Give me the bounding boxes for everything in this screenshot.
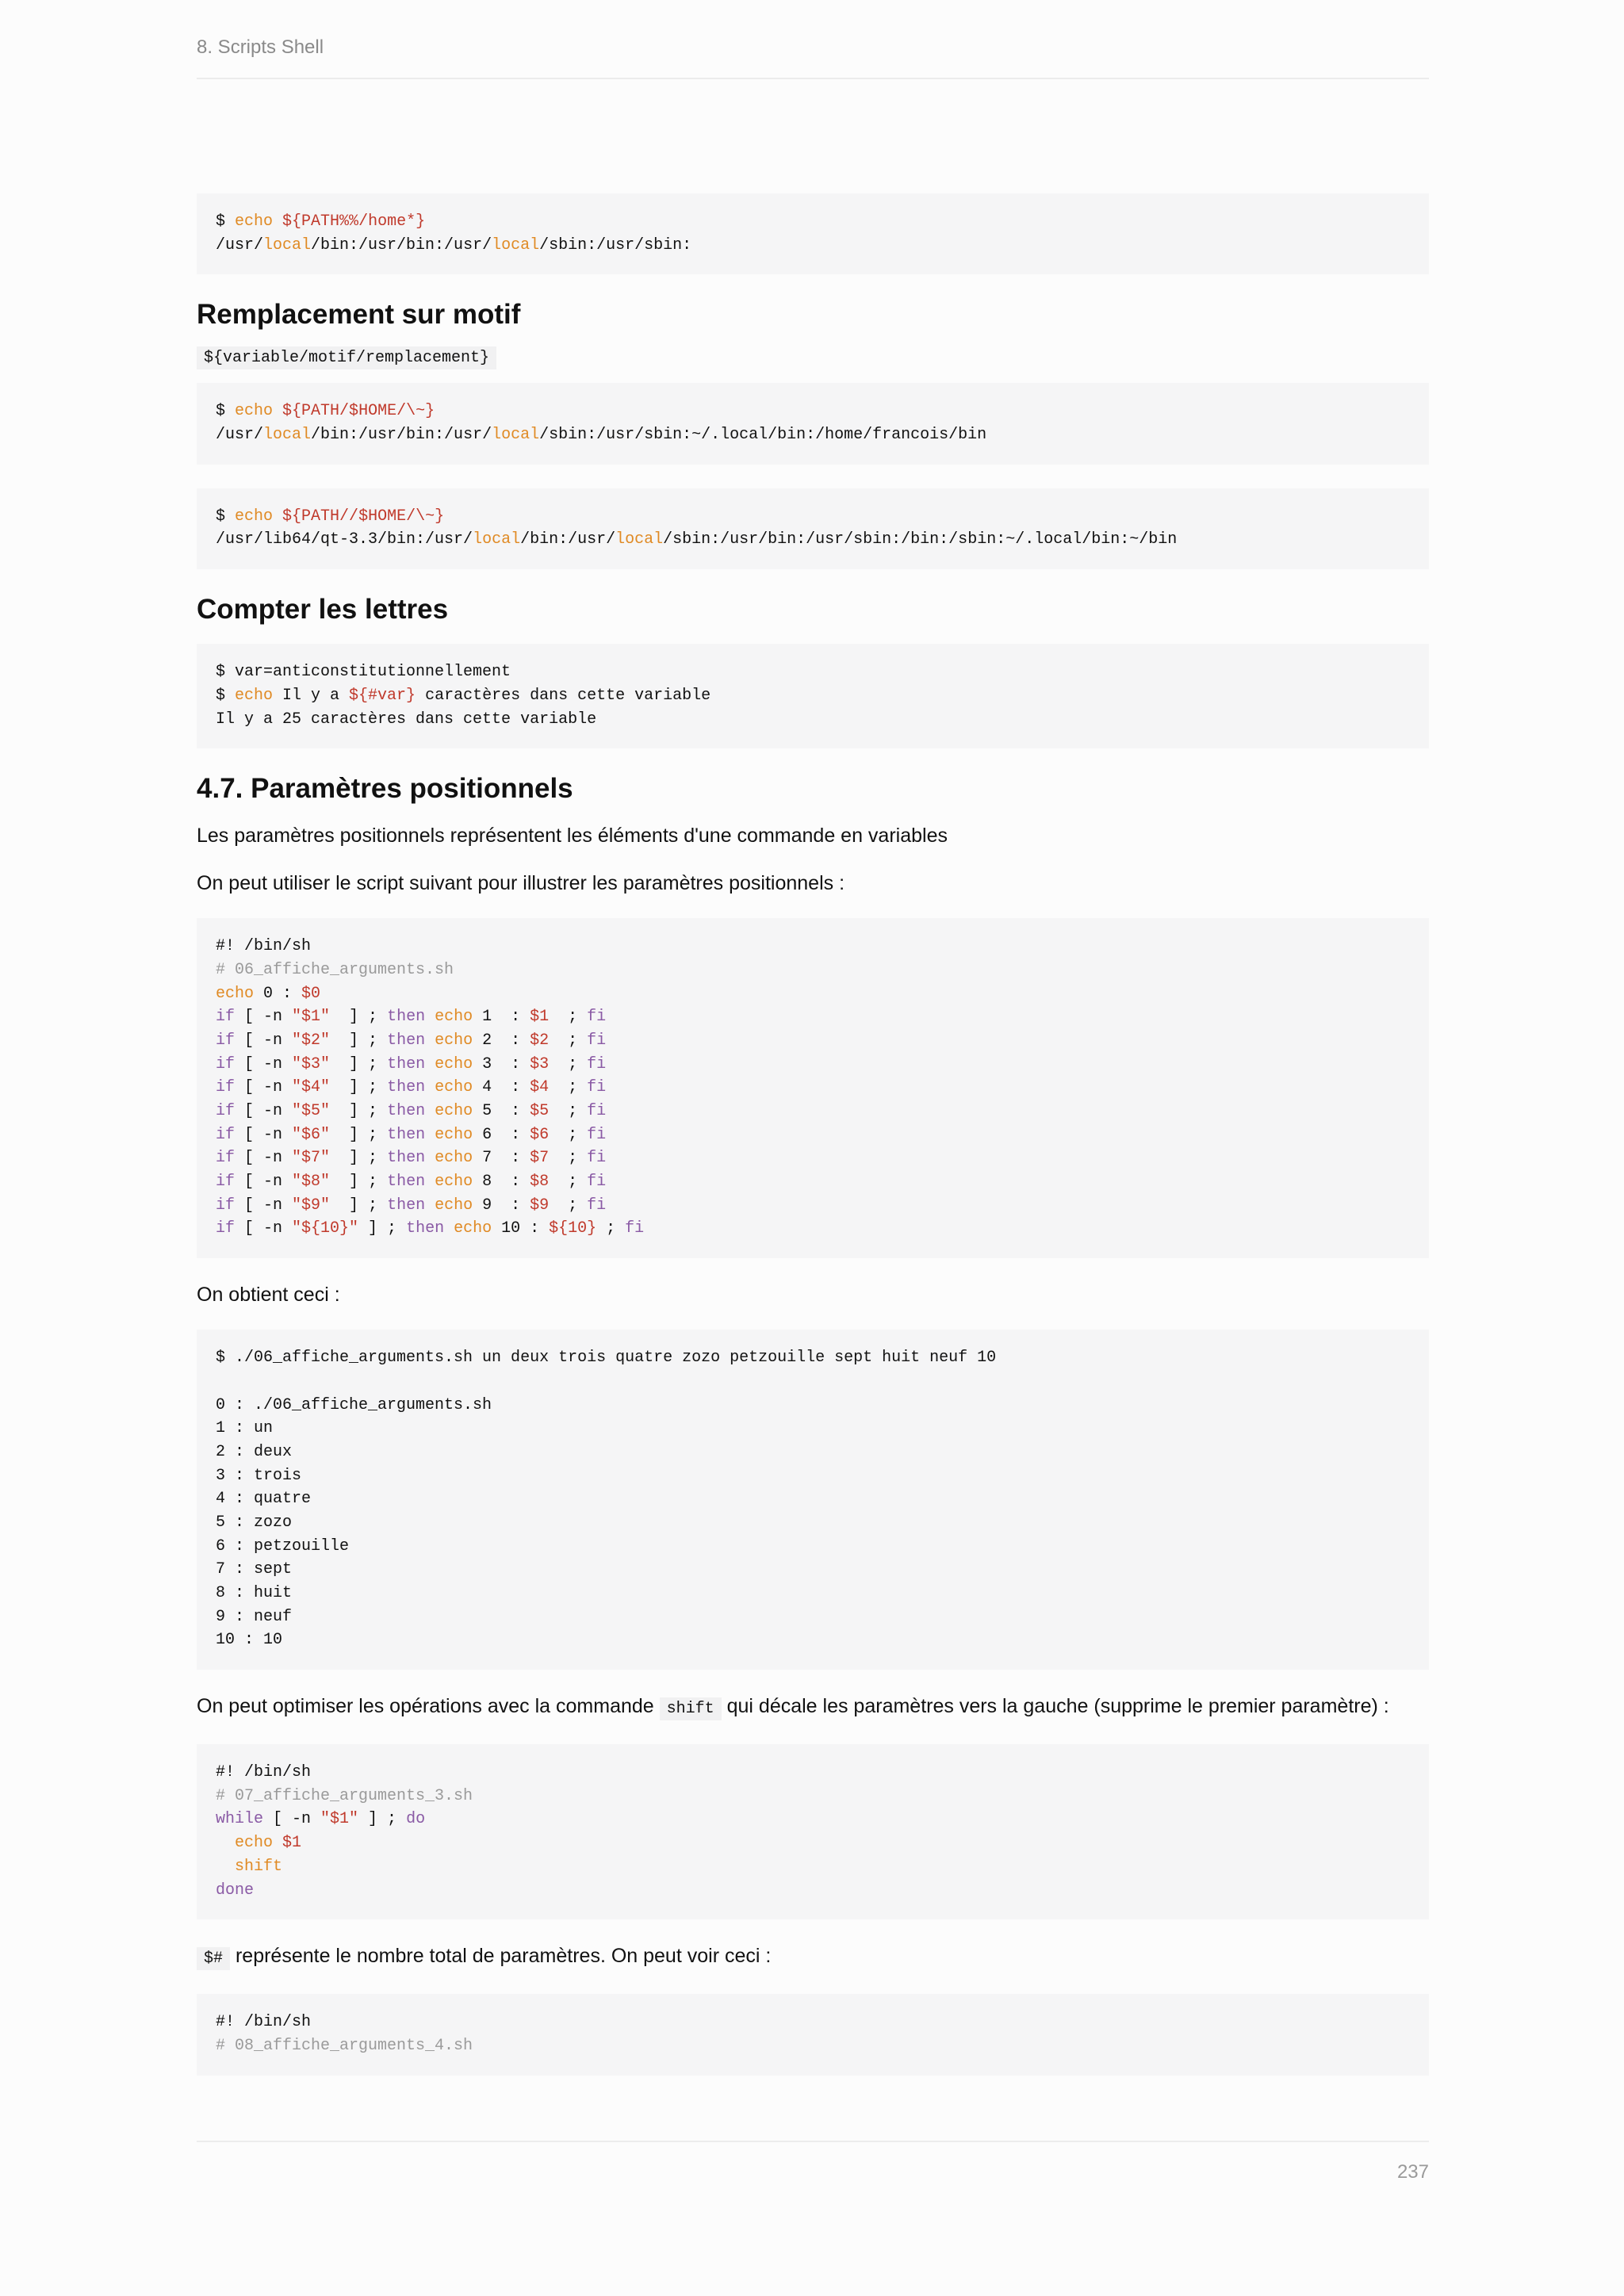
code-token: 9 : neuf xyxy=(216,1607,293,1626)
code-line xyxy=(216,1146,1410,1170)
code-token xyxy=(425,1008,435,1026)
running-header xyxy=(197,36,1429,79)
code-token: local xyxy=(615,530,664,549)
code-token xyxy=(425,1055,435,1073)
code-line xyxy=(216,935,1410,959)
code-token: local xyxy=(473,530,521,549)
code-token: then xyxy=(387,1102,426,1120)
code-token: $ var=anticonstitutionnellement xyxy=(216,663,511,682)
code-line xyxy=(216,1217,1410,1241)
code-token: fi xyxy=(587,1078,607,1097)
code-block xyxy=(197,488,1429,569)
code-token xyxy=(216,1834,235,1852)
code-token: $ xyxy=(216,507,236,526)
code-token: $7 xyxy=(530,1149,550,1168)
code-token: /usr/lib64/qt-3.3/bin:/usr/ xyxy=(216,530,473,549)
code-token: ] ; xyxy=(330,1054,388,1073)
code-line xyxy=(216,1029,1410,1053)
code-token: "${10}" xyxy=(292,1219,359,1238)
code-token: then xyxy=(387,1173,426,1192)
code-line xyxy=(216,708,1410,732)
code-token: $4 xyxy=(530,1078,550,1097)
code-token: ; xyxy=(549,1125,588,1144)
code-token xyxy=(425,1078,435,1096)
code-token: ${PATH/$HOME/\~} xyxy=(282,402,435,421)
code-token: #! /bin/sh xyxy=(216,1763,312,1782)
code-line xyxy=(216,1464,1410,1488)
code-token: ] ; xyxy=(330,1031,388,1050)
code-token: 3 : xyxy=(473,1054,530,1073)
code-token: 4 : xyxy=(473,1078,530,1097)
code-token: /sbin:/usr/sbin: xyxy=(539,235,692,254)
code-token: 7 : sept xyxy=(216,1560,293,1579)
code-token: local xyxy=(492,235,540,254)
code-token: $3 xyxy=(530,1054,550,1073)
code-token: fi xyxy=(587,1125,607,1144)
code-token: $ xyxy=(216,686,236,705)
code-token: 9 : xyxy=(473,1196,530,1215)
code-token: #! /bin/sh xyxy=(216,2013,312,2032)
code-line xyxy=(216,1628,1410,1652)
code-token: 8 : huit xyxy=(216,1584,293,1602)
code-token: ] ; xyxy=(330,1102,388,1120)
code-token: ; xyxy=(549,1149,588,1168)
code-block xyxy=(197,1744,1429,1919)
code-token xyxy=(444,1219,454,1238)
code-token xyxy=(425,1173,435,1191)
code-token xyxy=(425,1196,435,1215)
code-token xyxy=(273,1834,282,1852)
code-token: fi xyxy=(587,1102,607,1120)
code-token: echo xyxy=(435,1008,473,1027)
code-token: if xyxy=(216,1219,236,1238)
code-token: $6 xyxy=(530,1125,550,1144)
code-line xyxy=(216,1441,1410,1464)
code-token: # 08_affiche_arguments_4.sh xyxy=(216,2036,473,2055)
code-token: if xyxy=(216,1054,236,1073)
code-token: $5 xyxy=(530,1102,550,1120)
code-token: ${PATH//$HOME/\~} xyxy=(282,507,445,526)
code-token: fi xyxy=(625,1219,645,1238)
code-token: ; xyxy=(549,1078,588,1097)
code-line xyxy=(216,400,1410,423)
code-token: $ xyxy=(216,212,236,231)
chapter-title: 8. Scripts Shell xyxy=(197,36,324,58)
code-line xyxy=(216,1879,1410,1903)
code-token: [ -n xyxy=(235,1078,293,1097)
code-line xyxy=(216,423,1410,447)
code-token: echo xyxy=(435,1196,473,1215)
code-token: fi xyxy=(587,1054,607,1073)
page-number: 237 xyxy=(1396,2161,1429,2183)
code-block xyxy=(197,383,1429,464)
code-token: $2 xyxy=(530,1031,550,1050)
code-token: then xyxy=(406,1219,445,1238)
code-token: ] ; xyxy=(330,1078,388,1097)
code-token: $1 xyxy=(282,1834,302,1853)
code-token xyxy=(273,402,282,420)
code-token: shift xyxy=(235,1857,283,1876)
code-token: fi xyxy=(587,1031,607,1050)
code-token: echo xyxy=(435,1078,473,1097)
code-token: if xyxy=(216,1031,236,1050)
code-token: 0 : xyxy=(254,984,302,1003)
code-token: if xyxy=(216,1196,236,1215)
code-line xyxy=(216,505,1410,529)
code-block xyxy=(197,644,1429,748)
code-token: echo xyxy=(454,1219,492,1238)
code-token: "$9" xyxy=(292,1196,331,1215)
code-token xyxy=(273,212,282,231)
code-token: 1 : un xyxy=(216,1419,274,1438)
code-token: /bin:/usr/ xyxy=(520,530,616,549)
code-token: ] ; xyxy=(358,1810,407,1829)
code-token: echo xyxy=(235,1834,274,1853)
code-token: then xyxy=(387,1149,426,1168)
paragraph-text: représente le nombre total de paramètres. On peut voir ceci : xyxy=(235,1945,772,1968)
section-heading: Compter les lettres xyxy=(197,594,449,626)
code-token: # 06_affiche_arguments.sh xyxy=(216,960,454,979)
code-token: echo xyxy=(235,402,274,421)
code-token: fi xyxy=(587,1173,607,1192)
code-token: if xyxy=(216,1173,236,1192)
code-token: echo xyxy=(235,507,274,526)
code-token: then xyxy=(387,1125,426,1144)
code-token: echo xyxy=(216,984,255,1003)
code-line xyxy=(216,1487,1410,1511)
code-line xyxy=(216,1558,1410,1582)
paragraph-text: qui décale les paramètres vers la gauche (supprime le premier paramètre) : xyxy=(726,1695,1389,1718)
code-token: 3 : trois xyxy=(216,1466,302,1485)
code-token: /bin:/usr/bin:/usr/ xyxy=(311,426,492,445)
code-line xyxy=(216,1053,1410,1077)
code-token: ${10} xyxy=(549,1219,597,1238)
code-token: 2 : deux xyxy=(216,1442,293,1461)
code-token: [ -n xyxy=(235,1173,293,1192)
code-token: 2 : xyxy=(473,1031,530,1050)
code-line xyxy=(216,234,1410,258)
code-token: [ -n xyxy=(235,1102,293,1120)
code-token: echo xyxy=(235,686,274,705)
code-token: if xyxy=(216,1078,236,1097)
code-token: fi xyxy=(587,1196,607,1215)
code-line xyxy=(216,1370,1410,1394)
code-token: echo xyxy=(435,1173,473,1192)
code-line xyxy=(216,1394,1410,1418)
code-line xyxy=(216,1123,1410,1147)
code-token: [ -n xyxy=(235,1149,293,1168)
code-token: local xyxy=(263,235,312,254)
code-line xyxy=(216,1194,1410,1218)
paragraph xyxy=(197,1943,1429,1972)
code-token: echo xyxy=(435,1149,473,1168)
code-line xyxy=(216,1605,1410,1629)
code-token: Il y a xyxy=(273,686,350,705)
code-token: 10 : 10 xyxy=(216,1631,283,1650)
page-content xyxy=(197,193,1429,2099)
code-token: ] ; xyxy=(330,1149,388,1168)
code-token: "$6" xyxy=(292,1125,331,1144)
code-token: caractères dans cette variable xyxy=(416,686,711,705)
code-token: ] ; xyxy=(330,1173,388,1192)
paragraph: Les paramètres positionnels représentent les éléments d'une commande en variables xyxy=(197,825,948,848)
code-line xyxy=(216,1582,1410,1605)
code-token: "$4" xyxy=(292,1078,331,1097)
code-token: ] ; xyxy=(330,1008,388,1027)
code-token xyxy=(216,1858,235,1876)
code-token: ] ; xyxy=(330,1125,388,1144)
code-token: ] ; xyxy=(358,1219,407,1238)
code-token: "$1" xyxy=(292,1008,331,1027)
code-line xyxy=(216,2011,1410,2034)
code-token xyxy=(425,1126,435,1144)
code-token: echo xyxy=(235,212,274,231)
code-line xyxy=(216,982,1410,1006)
code-block xyxy=(197,1330,1429,1670)
inline-code: $# xyxy=(197,1947,230,1970)
code-token: then xyxy=(387,1031,426,1050)
code-token: 7 : xyxy=(473,1149,530,1168)
code-token: echo xyxy=(435,1102,473,1120)
code-token: /sbin:/usr/bin:/usr/sbin:/bin:/sbin:~/.local/bin:~/bin xyxy=(663,530,1178,549)
code-token: echo xyxy=(435,1054,473,1073)
code-token: [ -n xyxy=(235,1125,293,1144)
inline-code: shift xyxy=(660,1697,722,1720)
code-token: $ xyxy=(216,402,236,421)
code-token: if xyxy=(216,1125,236,1144)
code-line xyxy=(216,1170,1410,1194)
inline-code: ${variable/motif/remplacement} xyxy=(197,346,496,369)
code-token: /sbin:/usr/sbin:~/.local/bin:/home/francois/bin xyxy=(539,426,987,445)
code-token: /usr/ xyxy=(216,235,264,254)
code-token: ] ; xyxy=(330,1196,388,1215)
code-token: local xyxy=(263,426,312,445)
paragraph: On peut utiliser le script suivant pour illustrer les paramètres positionnels : xyxy=(197,872,845,895)
code-token: 5 : zozo xyxy=(216,1513,293,1532)
code-token: "$3" xyxy=(292,1054,331,1073)
code-token: "$5" xyxy=(292,1102,331,1120)
code-token: 6 : petzouille xyxy=(216,1536,350,1556)
code-token: 1 : xyxy=(473,1008,530,1027)
code-token: /bin:/usr/bin:/usr/ xyxy=(311,235,492,254)
code-line xyxy=(216,528,1410,552)
code-block xyxy=(197,918,1429,1258)
paragraph: On obtient ceci : xyxy=(197,1284,340,1307)
code-token: Il y a 25 caractères dans cette variable xyxy=(216,710,597,729)
code-line xyxy=(216,1346,1410,1370)
code-token: then xyxy=(387,1196,426,1215)
code-token: [ -n xyxy=(235,1008,293,1027)
code-token: then xyxy=(387,1078,426,1097)
code-token: 8 : xyxy=(473,1173,530,1192)
code-line xyxy=(216,660,1410,684)
code-line xyxy=(216,1076,1410,1100)
code-line xyxy=(216,1100,1410,1123)
code-token: fi xyxy=(587,1008,607,1027)
code-token: ; xyxy=(549,1031,588,1050)
section-heading: 4.7. Paramètres positionnels xyxy=(197,773,573,805)
code-block xyxy=(197,193,1429,274)
code-token: ; xyxy=(549,1196,588,1215)
code-line xyxy=(216,1417,1410,1441)
code-line xyxy=(216,1511,1410,1535)
code-line xyxy=(216,1785,1410,1808)
code-token: /usr/ xyxy=(216,426,264,445)
code-token: 5 : xyxy=(473,1102,530,1120)
code-token: 4 : quatre xyxy=(216,1490,312,1509)
code-line xyxy=(216,210,1410,234)
code-token: local xyxy=(492,426,540,445)
paragraph xyxy=(197,1693,1429,1722)
code-token: if xyxy=(216,1102,236,1120)
code-token: $1 xyxy=(530,1008,550,1027)
code-token: ; xyxy=(596,1219,626,1238)
code-token: $0 xyxy=(301,984,321,1003)
code-line xyxy=(216,1808,1410,1831)
code-token: # 07_affiche_arguments_3.sh xyxy=(216,1786,473,1805)
paragraph-text: On peut optimiser les opérations avec la commande xyxy=(197,1695,654,1718)
syntax-line xyxy=(197,349,1429,367)
code-token: "$8" xyxy=(292,1173,331,1192)
code-line xyxy=(216,1005,1410,1029)
code-line xyxy=(216,1855,1410,1879)
code-token xyxy=(425,1149,435,1167)
code-line xyxy=(216,959,1410,982)
code-token: ; xyxy=(549,1173,588,1192)
code-token: ${#var} xyxy=(349,686,416,705)
code-token: "$7" xyxy=(292,1149,331,1168)
code-token: if xyxy=(216,1008,236,1027)
code-token: 0 : ./06_affiche_arguments.sh xyxy=(216,1395,492,1414)
code-token: [ -n xyxy=(235,1054,293,1073)
code-token: [ -n xyxy=(235,1196,293,1215)
section-heading: Remplacement sur motif xyxy=(197,299,521,331)
code-token: fi xyxy=(587,1149,607,1168)
code-token: then xyxy=(387,1008,426,1027)
page-footer xyxy=(197,2141,1429,2183)
code-token: then xyxy=(387,1054,426,1073)
code-token: "$2" xyxy=(292,1031,331,1050)
code-token: $ ./06_affiche_arguments.sh un deux trois quatre zozo petzouille sept huit neuf 10 xyxy=(216,1349,997,1368)
code-token: do xyxy=(406,1810,426,1829)
code-token xyxy=(273,507,282,526)
code-token: ; xyxy=(549,1008,588,1027)
code-token: #! /bin/sh xyxy=(216,937,312,956)
code-token: "$1" xyxy=(320,1810,359,1829)
code-token: [ -n xyxy=(235,1219,293,1238)
code-token: echo xyxy=(435,1125,473,1144)
code-token: [ -n xyxy=(235,1031,293,1050)
code-token: ; xyxy=(549,1102,588,1120)
code-token: echo xyxy=(435,1031,473,1050)
code-line xyxy=(216,1535,1410,1559)
code-token: while xyxy=(216,1810,264,1829)
code-token: if xyxy=(216,1149,236,1168)
code-token: 10 : xyxy=(492,1219,550,1238)
code-token: ${PATH%%/home*} xyxy=(282,212,426,231)
code-token: ; xyxy=(549,1054,588,1073)
code-line xyxy=(216,684,1410,708)
code-line xyxy=(216,1761,1410,1785)
code-line xyxy=(216,1831,1410,1855)
code-token xyxy=(425,1102,435,1120)
code-token: done xyxy=(216,1881,255,1900)
code-token: [ -n xyxy=(263,1810,321,1829)
code-line xyxy=(216,2034,1410,2058)
code-token: $8 xyxy=(530,1173,550,1192)
code-token: 6 : xyxy=(473,1125,530,1144)
code-token: $9 xyxy=(530,1196,550,1215)
code-block xyxy=(197,1994,1429,2075)
code-token xyxy=(425,1031,435,1050)
